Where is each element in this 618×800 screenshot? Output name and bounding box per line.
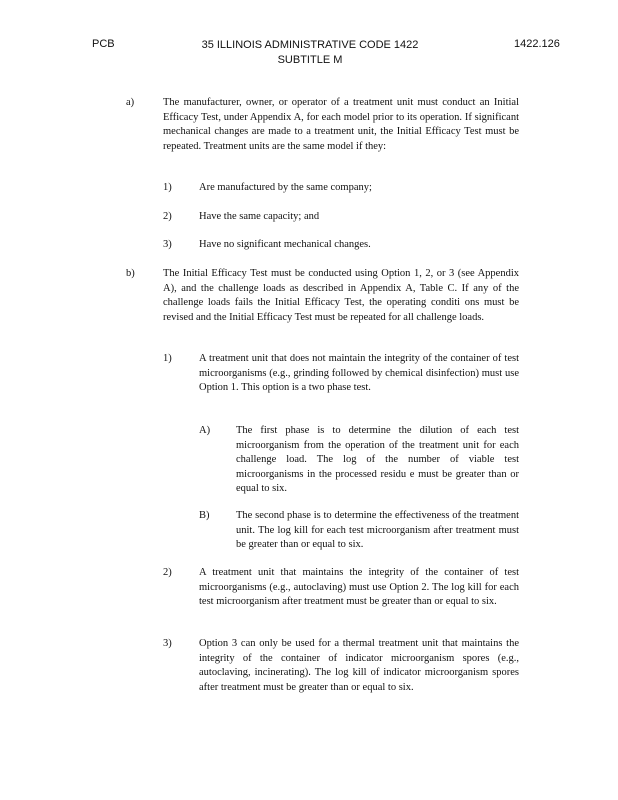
section-b-text: The Initial Efficacy Test must be conducted using Option 1, 2, or 3 (see Appendix A), and the challenge loads as described in Appendix A, Table C. If any of the challenge loads fails the Initial Efficacy Test, the operating conditi ons must be revised and the Initial Efficacy Test must be repeated for all challenge loads. [163, 268, 519, 323]
header-section-number: 1422.126 [514, 38, 560, 50]
header-title-line1: 35 ILLINOIS ADMINISTRATIVE CODE 1422 [201, 39, 419, 51]
header-agency: PCB [92, 38, 115, 50]
section-b-item2-label: 2) [163, 567, 172, 578]
section-b-item1-subB-label: B) [199, 510, 210, 521]
section-b-item1-subA-label: A) [199, 425, 211, 436]
section-b-item1-label: 1) [163, 353, 172, 364]
section-b-item1-subB-text: The second phase is to determine the effectiveness of the treatment unit. The log kill for each test microorganism after treatment must be greater than or equal to six. [236, 510, 519, 550]
section-a-label: a) [126, 97, 135, 108]
section-a-text: The manufacturer, owner, or operator of a treatment unit must conduct an Initial Efficacy Test, under Appendix A, for each model prior to its operation. If significant mechanical changes are made to a treatment unit, the Initial Efficacy Test must be repeated. Treatment units are the same model if they: [163, 97, 519, 152]
section-a-item3-label: 3) [163, 239, 172, 250]
section-b-item3-text: Option 3 can only be used for a thermal treatment unit that maintains the integrity of the container of indicator microorganism spores (e.g., autoclaving, incinerating). The log kill of indicator microorganism spores after treatment must be greater than or equal to six. [199, 638, 519, 693]
section-a-item3-text: Have no significant mechanical changes. [199, 239, 371, 250]
section-b-item1-text: A treatment unit that does not maintain the integrity of the container of test microorganisms (e.g., grinding followed by chemical disinfection) must use Option 1. This option is a two phase test. [199, 353, 519, 393]
section-b-item1-subA-text: The first phase is to determine the dilution of each test microorganism from the operation of the treatment unit for each challenge load. The log of the number of viable test microorganisms in the processed residu e must be greater than or equal to six. [236, 425, 519, 494]
section-a-item1-label: 1) [163, 182, 172, 193]
section-a-item2-label: 2) [163, 211, 172, 222]
header-title [150, 38, 470, 68]
section-a-item1-text: Are manufactured by the same company; [199, 182, 372, 193]
header-title-line2: SUBTITLE M [277, 54, 343, 66]
section-b-item2-text: A treatment unit that maintains the integrity of the container of test microorganisms (e.g., autoclaving) must use Option 2. The log kill for each test microorganism after treatment must be greater than or equal to six. [199, 567, 519, 607]
section-b-item3-label: 3) [163, 638, 172, 649]
section-a-item2-text: Have the same capacity; and [199, 211, 320, 222]
section-b-label: b) [126, 268, 135, 279]
